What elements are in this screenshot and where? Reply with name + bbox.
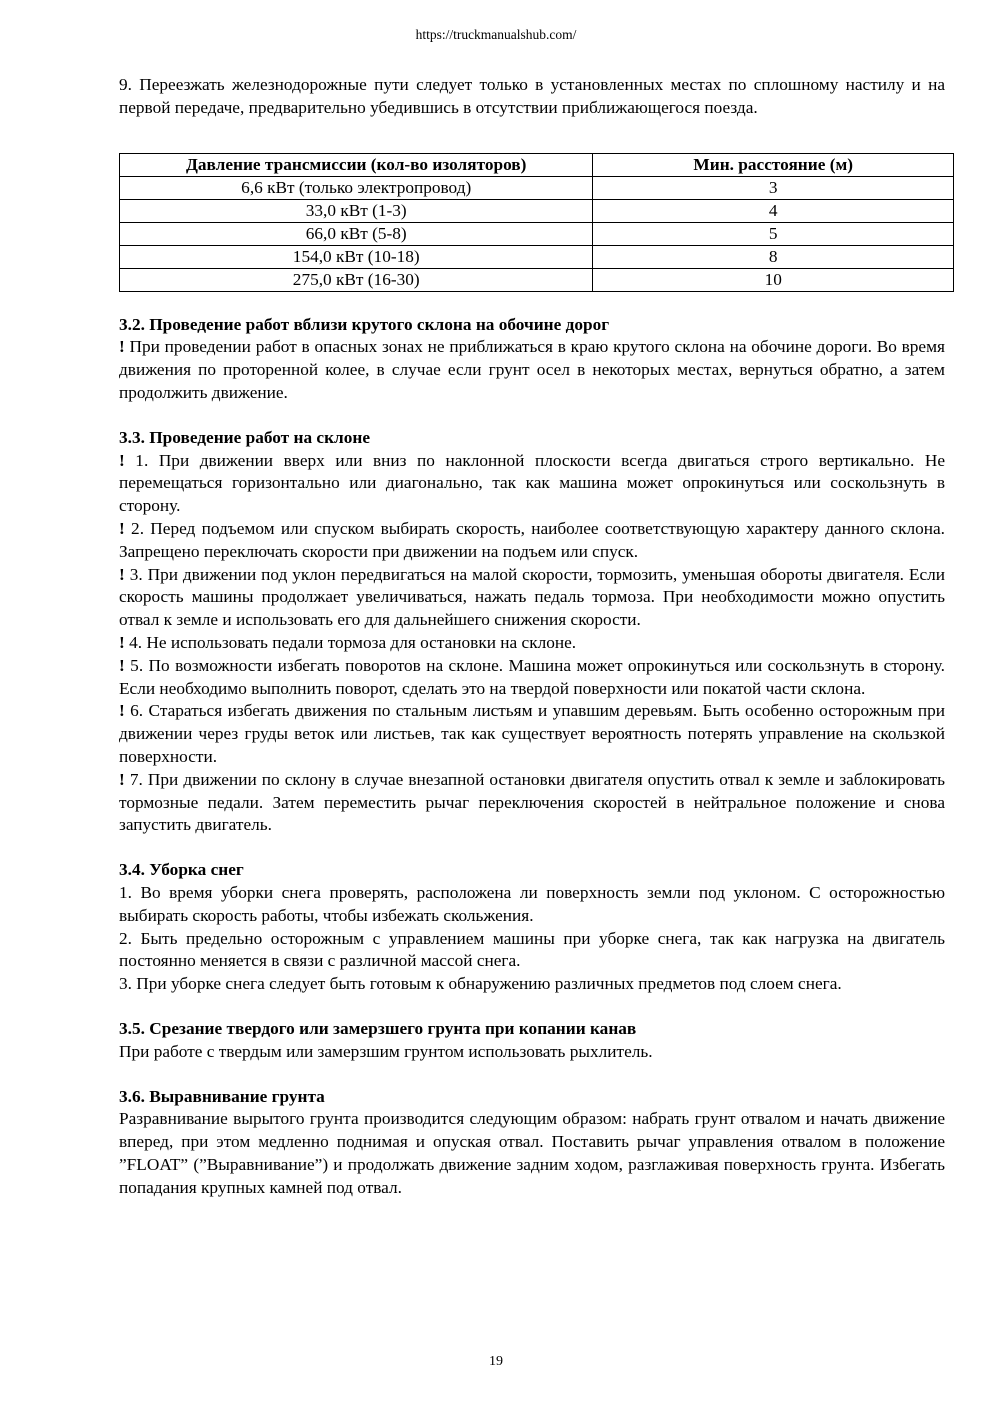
intro-paragraph: 9. Переезжать железнодорожные пути следует только в установленных местах по сплошному настилу и на первой передаче, предварительно убедившись в отсутствии приближающегося поезда. [119, 75, 945, 117]
section-paragraph [119, 450, 945, 518]
warning-mark: ! [119, 701, 125, 721]
table-cell: 6,6 кВт (только электропровод) [120, 176, 593, 199]
page-number: 19 [489, 1354, 503, 1369]
table-cell: 4 [593, 199, 954, 222]
table-row [120, 245, 954, 268]
page-content [119, 74, 945, 1199]
table-cell: 8 [593, 245, 954, 268]
paragraph-text: 3. При уборке снега следует быть готовым к обнаружению различных предметов под слоем снега. [119, 974, 842, 994]
warning-mark: ! [119, 632, 125, 652]
section [119, 1018, 945, 1064]
section [119, 859, 945, 996]
section-title: 3.4. Уборка снег [119, 860, 244, 880]
section-paragraph [119, 655, 945, 701]
section-title: 3.5. Срезание твердого или замерзшего грунта при копании канав [119, 1018, 637, 1038]
warning-mark: ! [119, 518, 125, 538]
section [119, 427, 945, 837]
paragraph-text: 2. Быть предельно осторожным с управлением машины при уборке снега, так как нагрузка на двигатель постоянно меняется в связи с различной массой снега. [119, 928, 945, 971]
table-cell: 66,0 кВт (5-8) [120, 222, 593, 245]
section-paragraph [119, 1108, 945, 1199]
warning-mark: ! [119, 769, 125, 789]
section-paragraph [119, 564, 945, 632]
paragraph-text: 3. При движении под уклон передвигаться на малой скорости, тормозить, уменьшая обороты двигателя. Если скорость машины продолжает увеличиваться, нажать педаль тормоза. При необходимости можно опустить отвал к земле и использовать его для дальнейшего снижения скорости. [119, 564, 945, 630]
section-title: 3.3. Проведение работ на склоне [119, 427, 370, 447]
paragraph-text: 4. Не использовать педали тормоза для остановки на склоне. [124, 632, 577, 652]
table-cell: 154,0 кВт (10-18) [120, 245, 593, 268]
section-paragraph [119, 1041, 945, 1064]
warning-mark: ! [119, 337, 125, 357]
table-cell: 10 [593, 268, 954, 291]
section-paragraph [119, 882, 945, 928]
section [119, 314, 945, 405]
sections-container [119, 314, 945, 1200]
paragraph-text: При работе с твердым или замерзшим грунтом использовать рыхлитель. [119, 1041, 653, 1061]
table-header-cell: Давление трансмиссии (кол-во изоляторов) [120, 153, 593, 176]
section-paragraph [119, 518, 945, 564]
paragraph-text: Разравнивание вырытого грунта производится следующим образом: набрать грунт отвалом и начать движение вперед, при этом медленно поднимая и опуская отвал. Поставить рычаг управления отвалом в положение ”FLOAT” (”Выравнивание”) и продолжать движение задним ходом, разглаживая поверхность грунта. Избегать попадания крупных камней под отвал. [119, 1109, 945, 1197]
table-cell: 33,0 кВт (1-3) [120, 199, 593, 222]
paragraph-text: При проведении работ в опасных зонах не приближаться в краю крутого склона на обочине дороги. Во время движения по проторенной колее, в случае если грунт осел в некоторых местах, вернуться обратно, а затем продолжить движение. [119, 337, 945, 402]
table-cell: 5 [593, 222, 954, 245]
section-title: 3.2. Проведение работ вблизи крутого склона на обочине дорог [119, 314, 610, 334]
table-row [120, 199, 954, 222]
warning-mark: ! [119, 655, 125, 675]
table-row [120, 222, 954, 245]
warning-mark: ! [119, 564, 125, 584]
paragraph-text: 6. Стараться избегать движения по стальным листьям и упавшим деревьям. Быть особенно осторожным при движении через груды веток или листьев, так как существует вероятность потерять управление на скользкой поверхности. [119, 701, 945, 766]
section-paragraph [119, 336, 945, 404]
section-paragraph [119, 928, 945, 974]
section-paragraph [119, 700, 945, 768]
header-url: https://truckmanualshub.com/ [415, 27, 577, 42]
paragraph-text: 1. Во время уборки снега проверять, расположена ли поверхность земли под уклоном. С осторожностью выбирать скорость работы, чтобы избежать скольжения. [119, 882, 945, 925]
table-row [120, 176, 954, 199]
table-row [120, 268, 954, 291]
section-paragraph [119, 973, 945, 996]
section-paragraph [119, 769, 945, 837]
paragraph-text: 5. По возможности избегать поворотов на склоне. Машина может опрокинуться или соскользнуть в сторону. Если необходимо выполнить поворот, сделать это на твердой поверхности или покатой части склона. [119, 655, 945, 698]
section [119, 1086, 945, 1200]
table-header-cell: Мин. расстояние (м) [593, 153, 954, 176]
paragraph-text: 2. Перед подъемом или спуском выбирать скорость, наиболее соответствующую характеру данного склона. Запрещено переключать скорости при движении на подъем или спуск. [119, 518, 945, 561]
paragraph-text: 7. При движении по склону в случае внезапной остановки двигателя опустить отвал к земле и заблокировать тормозные педали. Затем переместить рычаг переключения скоростей в нейтральное положение и снова запустить двигатель. [119, 769, 945, 835]
table-cell: 275,0 кВт (16-30) [120, 268, 593, 291]
section-title: 3.6. Выравнивание грунта [119, 1086, 325, 1106]
table-cell: 3 [593, 176, 954, 199]
section-paragraph [119, 632, 945, 655]
paragraph-text: 1. При движении вверх или вниз по наклонной плоскости всегда двигаться строго вертикально. Не перемещаться горизонтально или диагонально, так как машина может опрокинуться или соскользнуть в сторону. [119, 450, 945, 516]
distance-table [119, 153, 954, 292]
table-header-row [120, 153, 954, 176]
warning-mark: ! [119, 450, 125, 470]
